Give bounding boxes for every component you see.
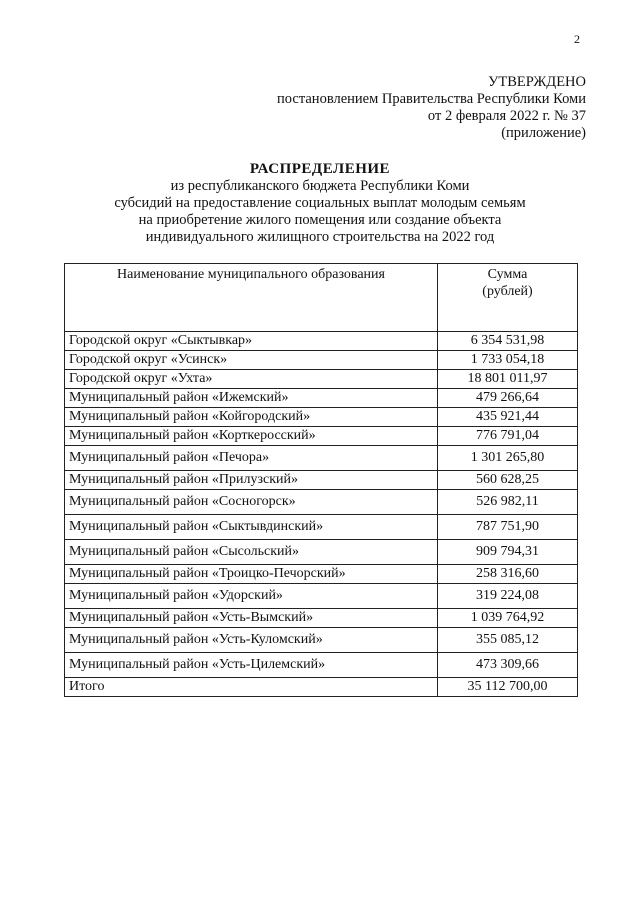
row-sum: 258 316,60 bbox=[438, 565, 578, 584]
approval-attachment: (приложение) bbox=[501, 125, 586, 141]
row-sum: 526 982,11 bbox=[438, 490, 578, 515]
heading-line-1: из республиканского бюджета Республики Коми bbox=[170, 178, 470, 194]
approval-title: УТВЕРЖДЕНО bbox=[488, 74, 586, 90]
table-row bbox=[65, 370, 578, 389]
row-sum: 909 794,31 bbox=[438, 540, 578, 565]
row-sum: 787 751,90 bbox=[438, 515, 578, 540]
table-row bbox=[65, 446, 578, 471]
row-name: Муниципальный район «Печора» bbox=[65, 446, 438, 471]
heading-line-2: субсидий на предоставление социальных выплат молодым семьям bbox=[114, 195, 526, 211]
row-sum: 479 266,64 bbox=[438, 389, 578, 408]
table-header-row bbox=[65, 264, 578, 332]
total-sum: 35 112 700,00 bbox=[438, 678, 578, 697]
table-row bbox=[65, 609, 578, 628]
approval-stamp bbox=[277, 74, 586, 142]
total-label: Итого bbox=[65, 678, 438, 697]
distribution-table bbox=[64, 263, 578, 697]
row-name: Муниципальный район «Ижемский» bbox=[65, 389, 438, 408]
table-row bbox=[65, 408, 578, 427]
row-name: Муниципальный район «Усть-Вымский» bbox=[65, 609, 438, 628]
table-row bbox=[65, 540, 578, 565]
row-name: Муниципальный район «Удорский» bbox=[65, 584, 438, 609]
table-row bbox=[65, 515, 578, 540]
table-row bbox=[65, 628, 578, 653]
row-sum: 6 354 531,98 bbox=[438, 332, 578, 351]
total-row bbox=[65, 678, 578, 697]
row-name: Муниципальный район «Койгородский» bbox=[65, 408, 438, 427]
row-name: Муниципальный район «Корткеросский» bbox=[65, 427, 438, 446]
heading-line-4: индивидуального жилищного строительства на 2022 год bbox=[145, 229, 495, 245]
row-name: Городской округ «Сыктывкар» bbox=[65, 332, 438, 351]
heading-line-3: на приобретение жилого помещения или создание объекта bbox=[138, 212, 502, 228]
row-name: Муниципальный район «Сыктывдинский» bbox=[65, 515, 438, 540]
header-sum bbox=[438, 264, 578, 332]
approval-resolution: постановлением Правительства Республики Коми bbox=[277, 91, 586, 107]
row-sum: 18 801 011,97 bbox=[438, 370, 578, 389]
table-row bbox=[65, 565, 578, 584]
table-row bbox=[65, 351, 578, 370]
row-name: Муниципальный район «Прилузский» bbox=[65, 471, 438, 490]
row-name: Муниципальный район «Троицко-Печорский» bbox=[65, 565, 438, 584]
row-sum: 319 224,08 bbox=[438, 584, 578, 609]
row-sum: 560 628,25 bbox=[438, 471, 578, 490]
table-row bbox=[65, 332, 578, 351]
header-sum-unit: (рублей) bbox=[482, 284, 533, 299]
row-sum: 1 039 764,92 bbox=[438, 609, 578, 628]
row-sum: 1 733 054,18 bbox=[438, 351, 578, 370]
row-name: Муниципальный район «Усть-Цилемский» bbox=[65, 653, 438, 678]
row-sum: 776 791,04 bbox=[438, 427, 578, 446]
table-row bbox=[65, 471, 578, 490]
row-sum: 435 921,44 bbox=[438, 408, 578, 427]
row-name: Городской округ «Усинск» bbox=[65, 351, 438, 370]
row-sum: 473 309,66 bbox=[438, 653, 578, 678]
table-row bbox=[65, 389, 578, 408]
row-name: Муниципальный район «Сосногорск» bbox=[65, 490, 438, 515]
page-number: 2 bbox=[574, 32, 580, 46]
row-sum: 1 301 265,80 bbox=[438, 446, 578, 471]
table-row bbox=[65, 427, 578, 446]
header-name: Наименование муниципального образования bbox=[65, 264, 438, 332]
table-row bbox=[65, 653, 578, 678]
header-sum-label: Сумма bbox=[487, 267, 528, 282]
table-row bbox=[65, 490, 578, 515]
row-name: Муниципальный район «Сысольский» bbox=[65, 540, 438, 565]
row-name: Городской округ «Ухта» bbox=[65, 370, 438, 389]
row-name: Муниципальный район «Усть-Куломский» bbox=[65, 628, 438, 653]
row-sum: 355 085,12 bbox=[438, 628, 578, 653]
approval-date: от 2 февраля 2022 г. № 37 bbox=[427, 108, 586, 124]
table-row bbox=[65, 584, 578, 609]
document-heading bbox=[0, 160, 640, 246]
document-title: РАСПРЕДЕЛЕНИЕ bbox=[249, 161, 391, 177]
